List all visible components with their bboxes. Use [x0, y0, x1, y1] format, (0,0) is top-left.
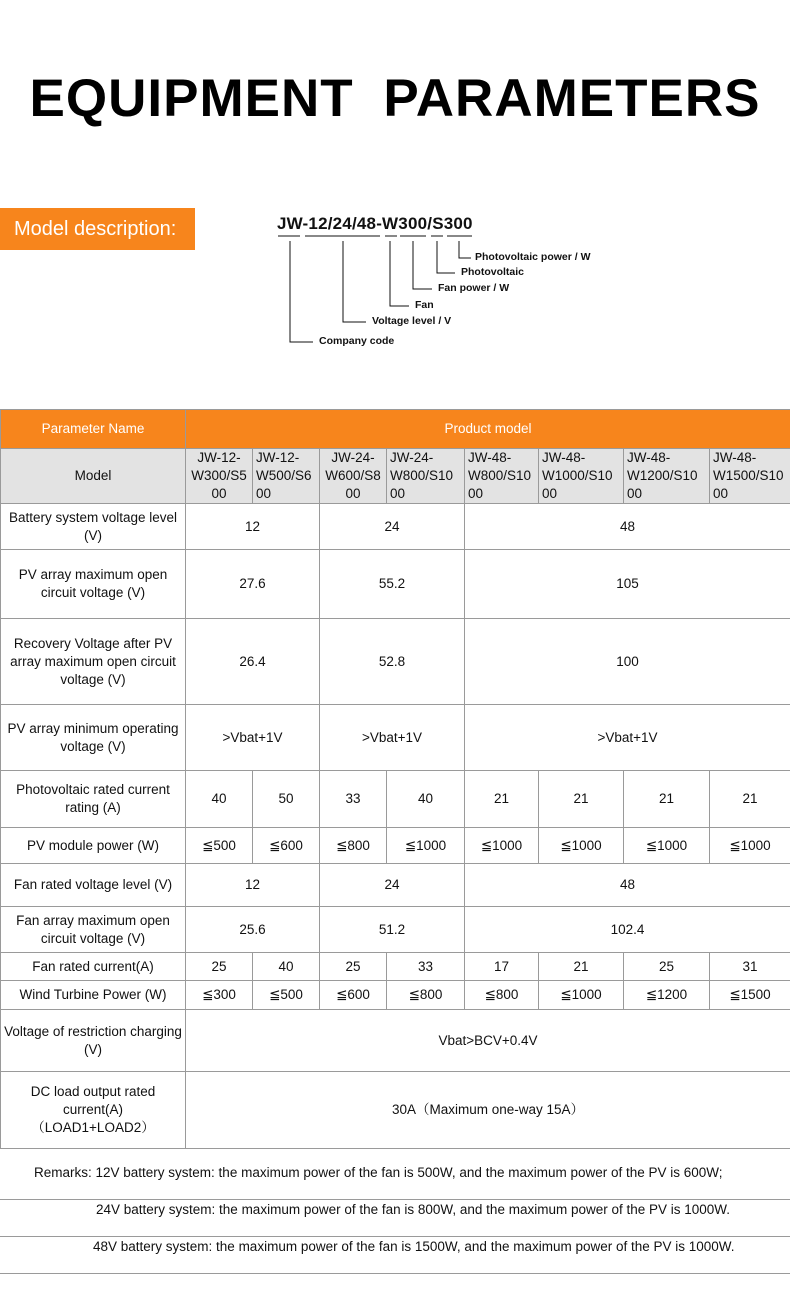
remark-line: 48V battery system: the maximum power of the fan is 1500W, and the maximum power of the PV is 1000W. — [93, 1239, 735, 1254]
value-cell: 102.4 — [465, 907, 790, 953]
value-cell: ≦800 — [387, 981, 465, 1010]
model-cell: JW-48- W1000/S10 00 — [539, 449, 624, 504]
value-cell: 12 — [186, 504, 320, 550]
table-row — [1, 504, 790, 550]
value-cell: 21 — [465, 771, 539, 828]
table-row — [1, 864, 790, 907]
value-cell: 105 — [465, 550, 790, 619]
value-cell: Vbat>BCV+0.4V — [186, 1010, 790, 1072]
table-row — [1, 705, 790, 771]
value-cell: 24 — [320, 864, 465, 907]
remark-line: Remarks: 12V battery system: the maximum power of the fan is 500W, and the maximum power of the PV is 600W; — [34, 1165, 723, 1180]
table-row — [1, 981, 790, 1010]
model-cell: JW-48- W800/S10 00 — [465, 449, 539, 504]
value-cell: 25 — [624, 953, 710, 981]
value-cell: ≦1000 — [710, 828, 790, 864]
value-cell: 51.2 — [320, 907, 465, 953]
value-cell: ≦1200 — [624, 981, 710, 1010]
value-cell: 27.6 — [186, 550, 320, 619]
page-title: EQUIPMENT PARAMETERS — [29, 69, 761, 128]
model-code: JW-12/24/48-W300/S300 — [277, 214, 473, 233]
value-cell: ≦1000 — [539, 981, 624, 1010]
value-cell: 21 — [539, 953, 624, 981]
value-cell: ≦300 — [186, 981, 253, 1010]
value-cell: 25 — [320, 953, 387, 981]
table-row — [1, 907, 790, 953]
model-code-diagram — [0, 0, 790, 400]
value-cell: 33 — [320, 771, 387, 828]
value-cell: 48 — [465, 504, 790, 550]
param-name: Fan array maximum open circuit voltage (V) — [1, 907, 186, 953]
model-description-badge: Model description: — [0, 208, 195, 250]
param-name: Wind Turbine Power (W) — [1, 981, 186, 1010]
part-label: Fan — [415, 299, 434, 311]
value-cell: 33 — [387, 953, 465, 981]
value-cell: 17 — [465, 953, 539, 981]
part-label: Company code — [319, 335, 395, 347]
divider — [0, 1273, 790, 1274]
param-name: PV array maximum open circuit voltage (V) — [1, 550, 186, 619]
table-row — [1, 550, 790, 619]
value-cell: ≦1000 — [465, 828, 539, 864]
value-cell: ≦600 — [320, 981, 387, 1010]
model-cell: JW-48- W1200/S10 00 — [624, 449, 710, 504]
part-label: Photovoltaic power / W — [475, 251, 591, 263]
model-cell: JW-12- W300/S5 00 — [186, 449, 253, 504]
value-cell: 24 — [320, 504, 465, 550]
value-cell: 50 — [253, 771, 320, 828]
value-cell: ≦800 — [320, 828, 387, 864]
table-row — [1, 1010, 790, 1072]
param-name: Recovery Voltage after PV array maximum open circuit voltage (V) — [1, 619, 186, 705]
value-cell: 12 — [186, 864, 320, 907]
param-name: Fan rated voltage level (V) — [1, 864, 186, 907]
part-label: Photovoltaic — [461, 266, 525, 278]
value-cell: 48 — [465, 864, 790, 907]
value-cell: >Vbat+1V — [320, 705, 465, 771]
param-name: Fan rated current(A) — [1, 953, 186, 981]
part-label: Fan power / W — [438, 282, 510, 294]
value-cell: 26.4 — [186, 619, 320, 705]
param-name: PV module power (W) — [1, 828, 186, 864]
value-cell: 25 — [186, 953, 253, 981]
value-cell: 21 — [624, 771, 710, 828]
model-cell: JW-12- W500/S6 00 — [253, 449, 320, 504]
remark-line: 24V battery system: the maximum power of the fan is 800W, and the maximum power of the PV is 1000W. — [96, 1202, 731, 1217]
value-cell: 21 — [710, 771, 790, 828]
model-cell: JW-24- W800/S10 00 — [387, 449, 465, 504]
param-name: Battery system voltage level (V) — [1, 504, 186, 550]
value-cell: 40 — [387, 771, 465, 828]
table-row — [1, 619, 790, 705]
value-cell: ≦1000 — [387, 828, 465, 864]
value-cell: 40 — [253, 953, 320, 981]
param-name: Voltage of restriction charging (V) — [1, 1010, 186, 1072]
table-row — [1, 1072, 790, 1149]
value-cell: 30A（Maximum one-way 15A） — [186, 1072, 790, 1149]
model-cell: JW-24- W600/S8 00 — [320, 449, 387, 504]
parameters-table — [0, 409, 790, 1149]
value-cell: 31 — [710, 953, 790, 981]
value-cell: ≦800 — [465, 981, 539, 1010]
value-cell: ≦500 — [186, 828, 253, 864]
value-cell: ≦1000 — [539, 828, 624, 864]
value-cell: ≦1500 — [710, 981, 790, 1010]
header-parameter-name: Parameter Name — [1, 410, 186, 449]
value-cell: 25.6 — [186, 907, 320, 953]
part-label: Voltage level / V — [372, 315, 452, 327]
param-name: DC load output rated current(A) （LOAD1+LOAD2） — [1, 1072, 186, 1149]
table-row — [1, 771, 790, 828]
value-cell: >Vbat+1V — [465, 705, 790, 771]
param-name: PV array minimum operating voltage (V) — [1, 705, 186, 771]
table-row — [1, 828, 790, 864]
value-cell: ≦1000 — [624, 828, 710, 864]
divider — [0, 1236, 790, 1237]
model-row — [1, 449, 790, 504]
value-cell: 52.8 — [320, 619, 465, 705]
value-cell: ≦600 — [253, 828, 320, 864]
value-cell: 100 — [465, 619, 790, 705]
value-cell: 40 — [186, 771, 253, 828]
model-label: Model — [1, 449, 186, 504]
divider — [0, 1199, 790, 1200]
header-product-model: Product model — [186, 410, 790, 449]
table-header-row — [1, 410, 790, 449]
value-cell: 55.2 — [320, 550, 465, 619]
value-cell: 21 — [539, 771, 624, 828]
table-row — [1, 953, 790, 981]
model-cell: JW-48- W1500/S10 00 — [710, 449, 790, 504]
param-name: Photovoltaic rated current rating (A) — [1, 771, 186, 828]
value-cell: >Vbat+1V — [186, 705, 320, 771]
value-cell: ≦500 — [253, 981, 320, 1010]
